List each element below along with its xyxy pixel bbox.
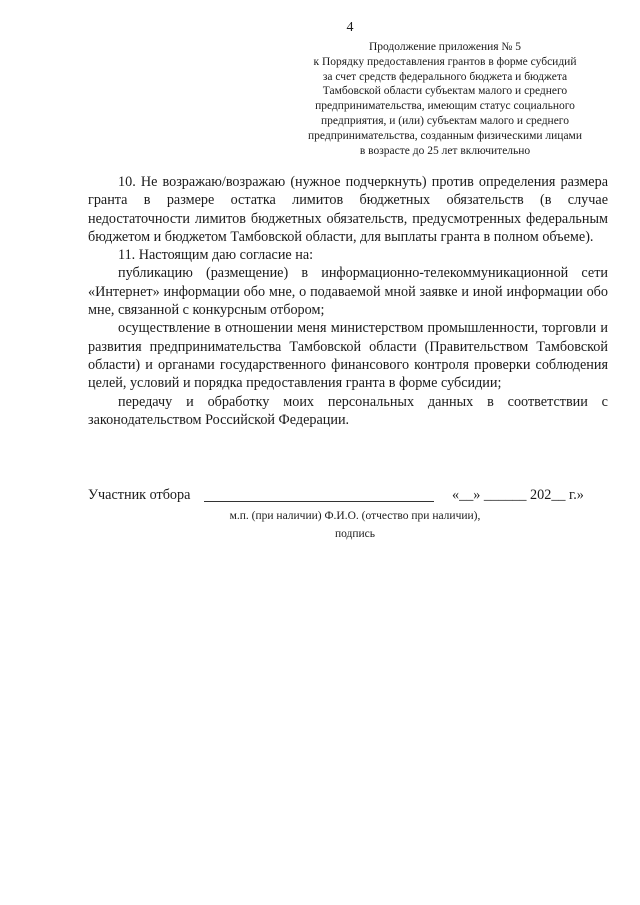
appendix-header	[285, 40, 605, 158]
header-line: Продолжение приложения № 5	[368, 41, 522, 53]
signature-line	[204, 501, 434, 502]
consent-item-publication: публикацию (размещение) в информационно-телекоммуникационной сети «Интернет» информации обо мне, о подаваемой мной заявке и иной информации обо мне, связанной с конкурсным отбором;	[88, 265, 608, 319]
paragraph-10: 10. Не возражаю/возражаю (нужное подчеркнуть) против определения размера гранта в размере остатка лимитов бюджетных обязательств (в случае недостаточности лимитов бюджетных обязательств, предусмотренных федеральным бюджетом и бюджетом Тамбовской области, для выплаты гранта в полном объеме).	[88, 174, 608, 245]
header-line: в возрасте до 25 лет включительно	[359, 144, 531, 157]
header-line: к Порядку предоставления грантов в форме субсидий	[313, 55, 577, 68]
consent-item-inspection: осуществление в отношении меня министерством промышленности, торговли и развития предпринимательства Тамбовской области (Правительством Тамбовской области) и органами государственного финансового контроля проверки соблюдения целей, условий и порядка предоставления гранта в форме субсидии;	[88, 320, 608, 392]
header-line: Тамбовской области субъектам малого и среднего	[322, 85, 568, 98]
header-line: предприятия, и (или) субъектам малого и среднего	[321, 114, 569, 127]
header-line: за счет средств федерального бюджета и бюджета	[322, 70, 568, 83]
consent-item-personal-data: передачу и обработку моих персональных данных в соответствии с законодательством Российской Федерации.	[88, 393, 608, 428]
paragraph-11: 11. Настоящим даю согласие на:	[118, 247, 314, 264]
signature-date: «__» ______ 202__ г.»	[452, 487, 584, 503]
signature-caption	[200, 507, 510, 543]
document-body	[88, 173, 608, 429]
header-line: предпринимательства, имеющим статус социального	[315, 100, 575, 113]
signature-label: Участник отбора	[88, 487, 191, 503]
header-line: предпринимательства, созданным физическими лицами	[307, 129, 582, 142]
signature-caption-line: подпись	[334, 528, 376, 540]
page-number: 4	[346, 20, 354, 35]
signature-caption-line: м.п. (при наличии) Ф.И.О. (отчество при наличии),	[229, 510, 481, 522]
